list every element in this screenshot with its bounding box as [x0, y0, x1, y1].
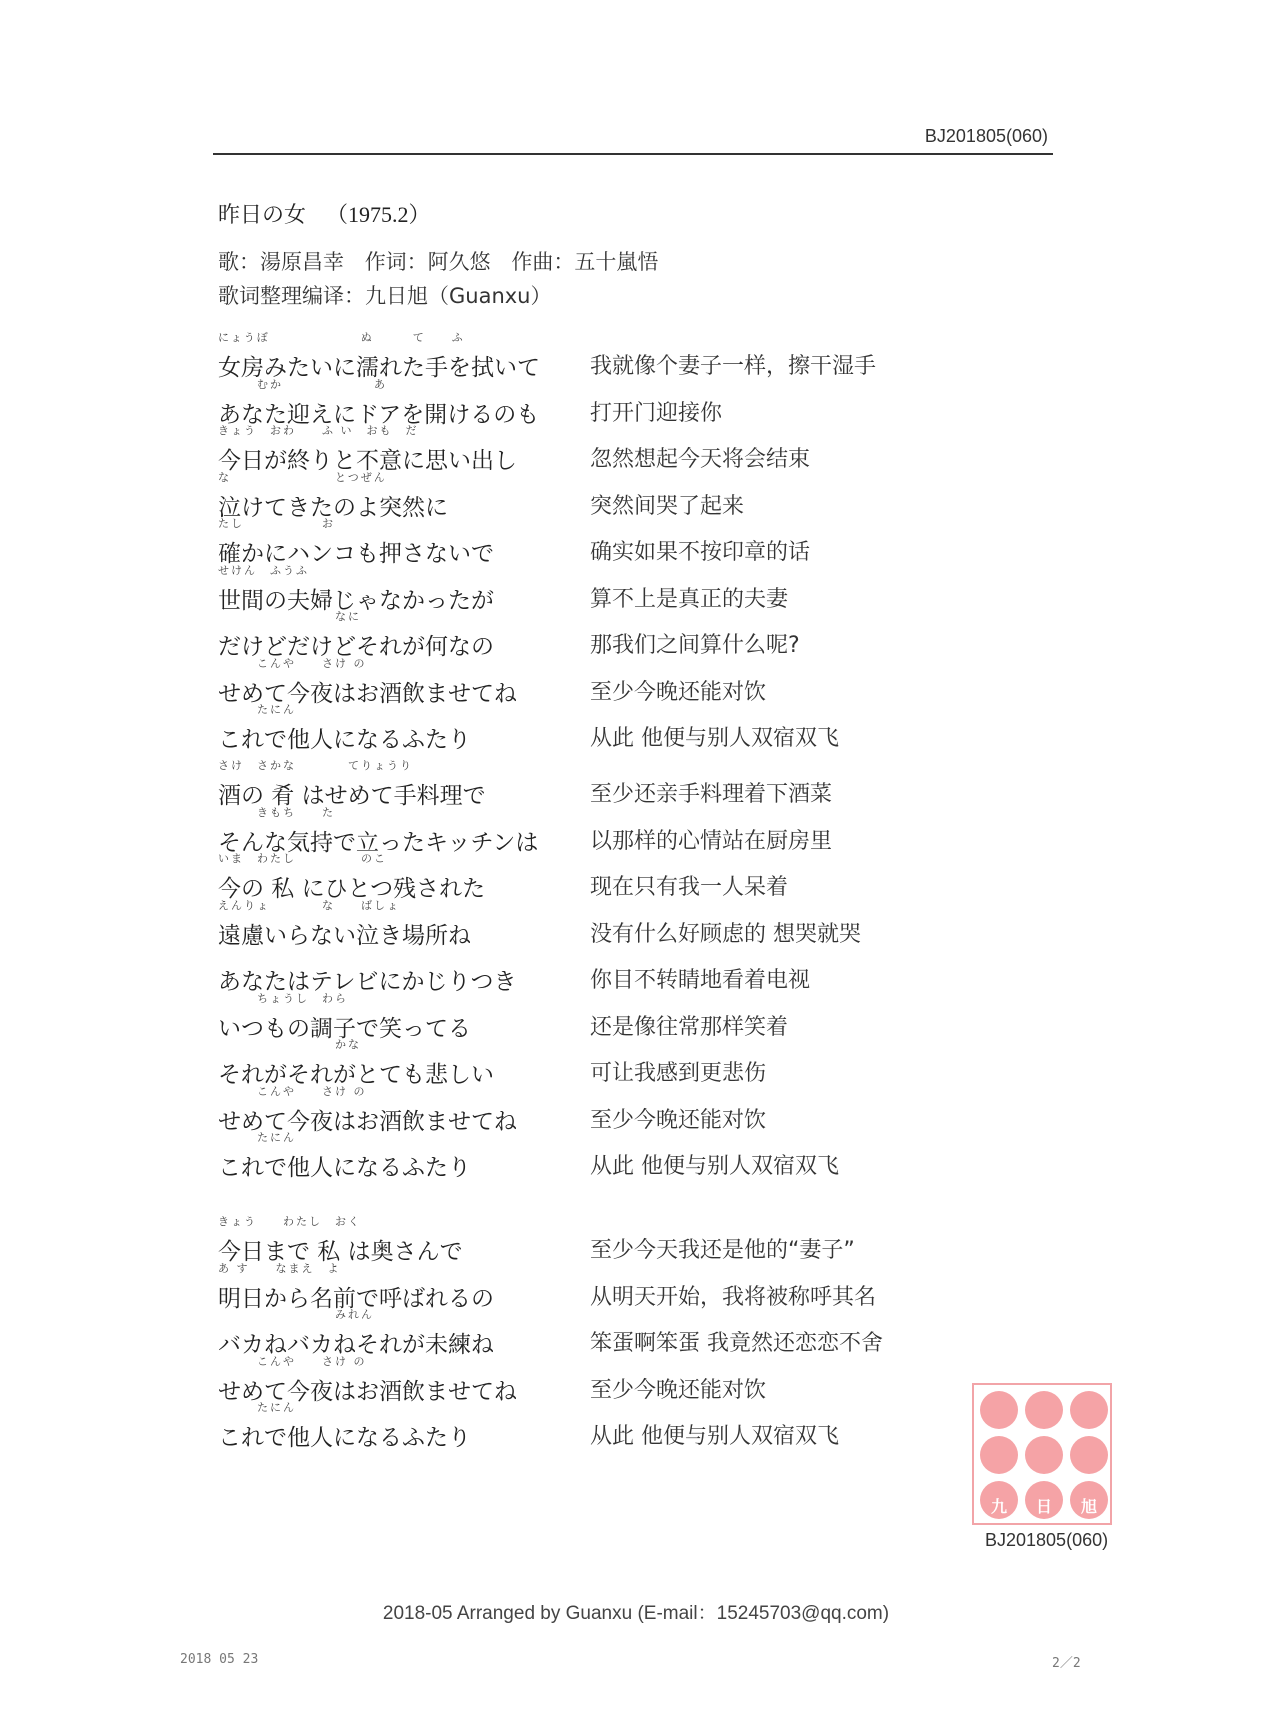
- furigana: こんや さけ の: [218, 1354, 367, 1368]
- furigana: ちょうし わら: [218, 991, 348, 1005]
- lyric-japanese: 明日から名前で呼ばれるの: [218, 1285, 494, 1312]
- lyric-japanese: 今日が終りと不意に思い出し: [218, 448, 517, 474]
- furigana: きょう おわ ふ い おも だ: [218, 424, 419, 437]
- lyric-chinese: 突然间哭了起来: [590, 493, 745, 519]
- lyric-chinese: 至少今晚还能对饮: [590, 1377, 767, 1403]
- lyric-japanese: 今日まで 私 は奥さんで: [218, 1239, 463, 1265]
- song-title-line: [218, 198, 431, 229]
- lyric-chinese: 打开门迎接你: [590, 400, 723, 426]
- lyric-line: [218, 703, 938, 753]
- lyric-japanese: 泣けてきたのよ突然に: [218, 494, 448, 521]
- lyric-line: [218, 563, 938, 614]
- composer-credit: 作曲：五十嵐悟: [511, 250, 659, 274]
- lyric-japanese: だけどだけどそれが何なの: [218, 634, 494, 660]
- lyric-chinese: 笨蛋啊笨蛋 我竟然还恋恋不舍: [590, 1331, 883, 1356]
- lyric-japanese: 今の 私 にひとつ残された: [218, 876, 486, 902]
- lyric-japanese: これで他人になるふたり: [218, 1425, 471, 1451]
- lyric-chinese: 从此 他便与别人双宿双飞: [590, 1424, 839, 1449]
- furigana: こんや さけ の: [218, 656, 367, 670]
- singer-credit: 歌：湯原昌幸: [218, 250, 344, 274]
- seal-stamp: [972, 1383, 1112, 1525]
- furigana: さけ さかな てりょうり: [218, 759, 413, 772]
- seal-dot: [980, 1391, 1018, 1429]
- lyric-line: [218, 949, 938, 995]
- lyric-line: [218, 1215, 938, 1265]
- furigana: きょう わたし おく: [218, 1215, 361, 1228]
- footer-credit: 2018-05 Arranged by Guanxu (E-mail：15245703@qq.com): [382, 1603, 890, 1624]
- translator-line: [218, 280, 566, 310]
- seal-dot: [980, 1481, 1018, 1519]
- furigana: みれん: [218, 1308, 374, 1321]
- lyric-line: [218, 991, 938, 1042]
- seal-dot: [1025, 1481, 1063, 1519]
- footer-date: 2018 05 23: [180, 1652, 259, 1667]
- lyric-line: [218, 656, 938, 707]
- furigana: むか あ: [218, 377, 387, 391]
- lyric-chinese: 以那样的心情站在厨房里: [590, 828, 833, 854]
- lyric-chinese: 你目不转睛地看着电视: [590, 968, 811, 993]
- lyric-line: [218, 1131, 938, 1181]
- lyric-japanese: これで他人になるふたり: [218, 1155, 471, 1181]
- lyric-line: [218, 1261, 938, 1312]
- lyric-japanese: せめて今夜はお酒飲ませてね: [218, 1378, 517, 1405]
- lyric-chinese: 从此 他便与别人双宿双飞: [590, 726, 839, 751]
- lyric-japanese: あなたはテレビにかじりつき: [218, 969, 517, 995]
- song-title: 昨日の女: [218, 203, 307, 228]
- furigana: えんりょ な ばしょ: [218, 898, 400, 912]
- seal-dot: [1070, 1481, 1108, 1519]
- furigana: たにん: [218, 1401, 296, 1414]
- lyric-japanese: それがそれがとても悲しい: [218, 1062, 494, 1088]
- lyric-japanese: 確かにハンコも押さないで: [218, 541, 494, 567]
- lyric-line: [218, 1308, 938, 1358]
- lyricist-credit: 作词：阿久悠: [364, 250, 491, 274]
- lyric-line: [218, 759, 938, 809]
- lyric-japanese: いつもの調子で笑ってる: [218, 1015, 471, 1042]
- furigana: な とつぜん: [218, 470, 387, 484]
- seal-dot: [1025, 1436, 1063, 1474]
- lyric-japanese: 世間の夫婦じゃなかったが: [218, 587, 494, 614]
- seal-dot: [1025, 1391, 1063, 1429]
- lyric-chinese: 算不上是真正的夫妻: [590, 586, 789, 612]
- lyric-chinese: 还是像往常那样笑着: [590, 1014, 789, 1040]
- lyric-chinese: 没有什么好顾虑的 想哭就哭: [590, 921, 861, 947]
- lyric-japanese: バカねバカねそれが未練ね: [218, 1332, 494, 1358]
- lyric-line: [218, 424, 938, 474]
- lyric-japanese: せめて今夜はお酒飲ませてね: [218, 1108, 517, 1135]
- lyric-line: [218, 610, 938, 660]
- lyric-chinese: 至少今晚还能对饮: [590, 679, 767, 705]
- lyric-chinese: 从明天开始，我将被称呼其名: [590, 1284, 877, 1310]
- furigana: かな: [218, 1038, 361, 1051]
- translator-credit: 歌词整理编译：九日旭（Guanxu）: [218, 284, 552, 308]
- lyric-chinese: 从此 他便与别人双宿双飞: [590, 1154, 839, 1179]
- seal-character: 九: [991, 1497, 1008, 1516]
- furigana: なに: [218, 610, 361, 623]
- lyric-chinese: 至少今晚还能对饮: [590, 1107, 767, 1133]
- lyric-japanese: 遠慮いらない泣き場所ね: [218, 922, 471, 949]
- lyric-japanese: あなた迎えにドアを開けるのも: [218, 401, 540, 428]
- lyric-japanese: これで他人になるふたり: [218, 727, 471, 753]
- page-number: 2／2: [1052, 1656, 1081, 1671]
- seal-dot: [1070, 1436, 1108, 1474]
- lyric-line: [218, 517, 938, 567]
- lyric-line: [218, 1038, 938, 1088]
- lyric-japanese: 女房みたいに濡れた手を拭いて: [218, 355, 540, 381]
- furigana: にょうぼ ぬ て ふ: [218, 331, 465, 344]
- lyric-line: [218, 1401, 938, 1451]
- seal-code: BJ201805(060): [985, 1530, 1109, 1550]
- seal-character: 旭: [1081, 1497, 1098, 1516]
- lyric-chinese: 确实如果不按印章的话: [590, 540, 811, 565]
- lyric-line: [218, 898, 938, 949]
- furigana: きもち た: [218, 805, 335, 819]
- lyric-japanese: せめて今夜はお酒飲ませてね: [218, 680, 517, 707]
- header-rule: [213, 153, 1053, 155]
- seal-dot: [1070, 1391, 1108, 1429]
- furigana: たにん: [218, 1131, 296, 1144]
- page-code: BJ201805(060): [924, 126, 1048, 146]
- seal-dot: [980, 1436, 1018, 1474]
- lyric-line: [218, 331, 938, 381]
- lyric-line: [218, 1084, 938, 1135]
- lyric-chinese: 那我们之间算什么呢?: [590, 633, 800, 658]
- lyric-line: [218, 852, 938, 902]
- furigana: いま わたし のこ: [218, 852, 387, 865]
- furigana: せけん ふうふ: [218, 563, 309, 577]
- lyric-chinese: 至少还亲手料理着下酒菜: [590, 782, 833, 807]
- lyric-japanese: そんな気持で立ったキッチンは: [218, 829, 539, 856]
- song-year: （1975.2）: [326, 202, 431, 227]
- lyric-line: [218, 805, 938, 856]
- lyric-chinese: 可让我感到更悲伤: [590, 1061, 767, 1086]
- furigana: たにん: [218, 703, 296, 716]
- furigana: こんや さけ の: [218, 1084, 367, 1098]
- lyric-line: [218, 470, 938, 521]
- credits-line: [218, 246, 672, 276]
- furigana: あ す なまえ よ: [218, 1261, 341, 1275]
- lyric-chinese: 忽然想起今天将会结束: [590, 447, 811, 472]
- lyric-line: [218, 1354, 938, 1405]
- seal-character: 日: [1036, 1497, 1053, 1516]
- lyric-japanese: 酒の 肴 はせめて手料理で: [218, 783, 486, 809]
- furigana: たし お: [218, 517, 335, 530]
- lyric-chinese: 现在只有我一人呆着: [590, 875, 789, 900]
- lyric-chinese: 至少今天我还是他的“妻子”: [590, 1238, 855, 1263]
- lyric-chinese: 我就像个妻子一样，擦干湿手: [590, 354, 877, 379]
- lyric-line: [218, 377, 938, 428]
